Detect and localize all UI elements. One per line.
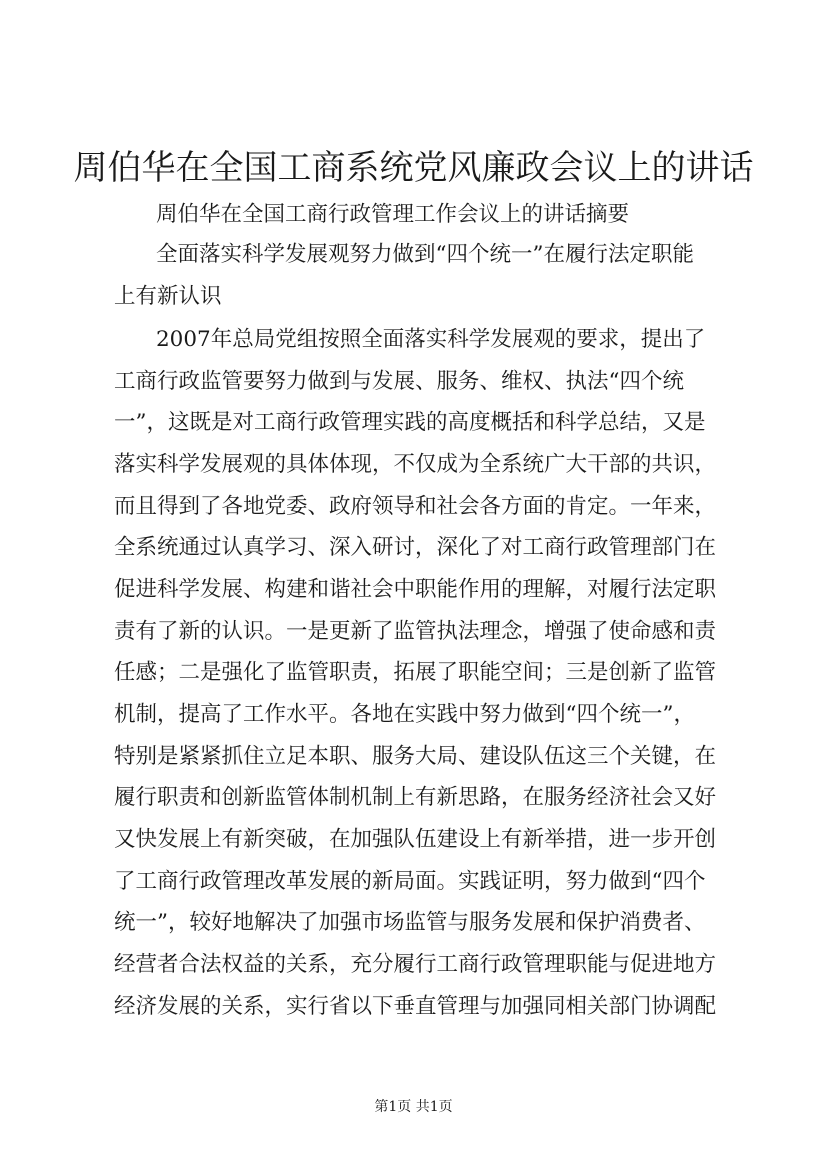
text-line: 一”，这既是对工商行政管理实践的高度概括和科学总结，又是 (114, 410, 706, 435)
text-line: 促进科学发展、构建和谐社会中职能作用的理解，对履行法定职 (114, 577, 717, 602)
text-line: 全系统通过认真学习、深入研讨，深化了对工商行政管理部门在 (114, 535, 717, 560)
text-line: 落实科学发展观的具体体现，不仅成为全系统广大干部的共识， (114, 452, 717, 477)
text-line: 履行职责和创新监管体制机制上有新思路，在服务经济社会又好 (114, 785, 717, 810)
text-line: 2007年总局党组按照全面落实科学发展观的要求，提出了 (156, 327, 706, 352)
text-line: 了工商行政管理改革发展的新局面。实践证明，努力做到“四个 (114, 869, 706, 894)
text-line: 任感；二是强化了监管职责，拓展了职能空间；三是创新了监管 (114, 660, 717, 685)
text-line: 责有了新的认识。一是更新了监管执法理念，增强了使命感和责 (114, 619, 717, 644)
page-footer: 第1页 共1页 (374, 1099, 453, 1115)
text-line: 又快发展上有新突破，在加强队伍建设上有新举措，进一步开创 (114, 827, 717, 852)
text-line: 周伯华在全国工商行政管理工作会议上的讲话摘要 (156, 202, 630, 227)
text-line: 统一”，较好地解决了加强市场监管与服务发展和保护消费者、 (114, 910, 706, 935)
text-line: 工商行政监管要努力做到与发展、服务、维权、执法“四个统 (114, 369, 684, 394)
text-line: 经济发展的关系，实行省以下垂直管理与加强同相关部门协调配 (114, 994, 717, 1019)
text-line: 经营者合法权益的关系，充分履行工商行政管理职能与促进地方 (114, 952, 717, 977)
text-line: 上有新认识 (114, 284, 222, 309)
document-title: 周伯华在全国工商系统党风廉政会议上的讲话 (73, 148, 754, 188)
text-line: 而且得到了各地党委、政府领导和社会各方面的肯定。一年来， (114, 494, 717, 519)
text-line: 全面落实科学发展观努力做到“四个统一”在履行法定职能 (156, 242, 694, 267)
text-line: 机制，提高了工作水平。各地在实践中努力做到“四个统一”， (114, 702, 695, 727)
text-line: 特别是紧紧抓住立足本职、服务大局、建设队伍这三个关键，在 (114, 744, 717, 769)
